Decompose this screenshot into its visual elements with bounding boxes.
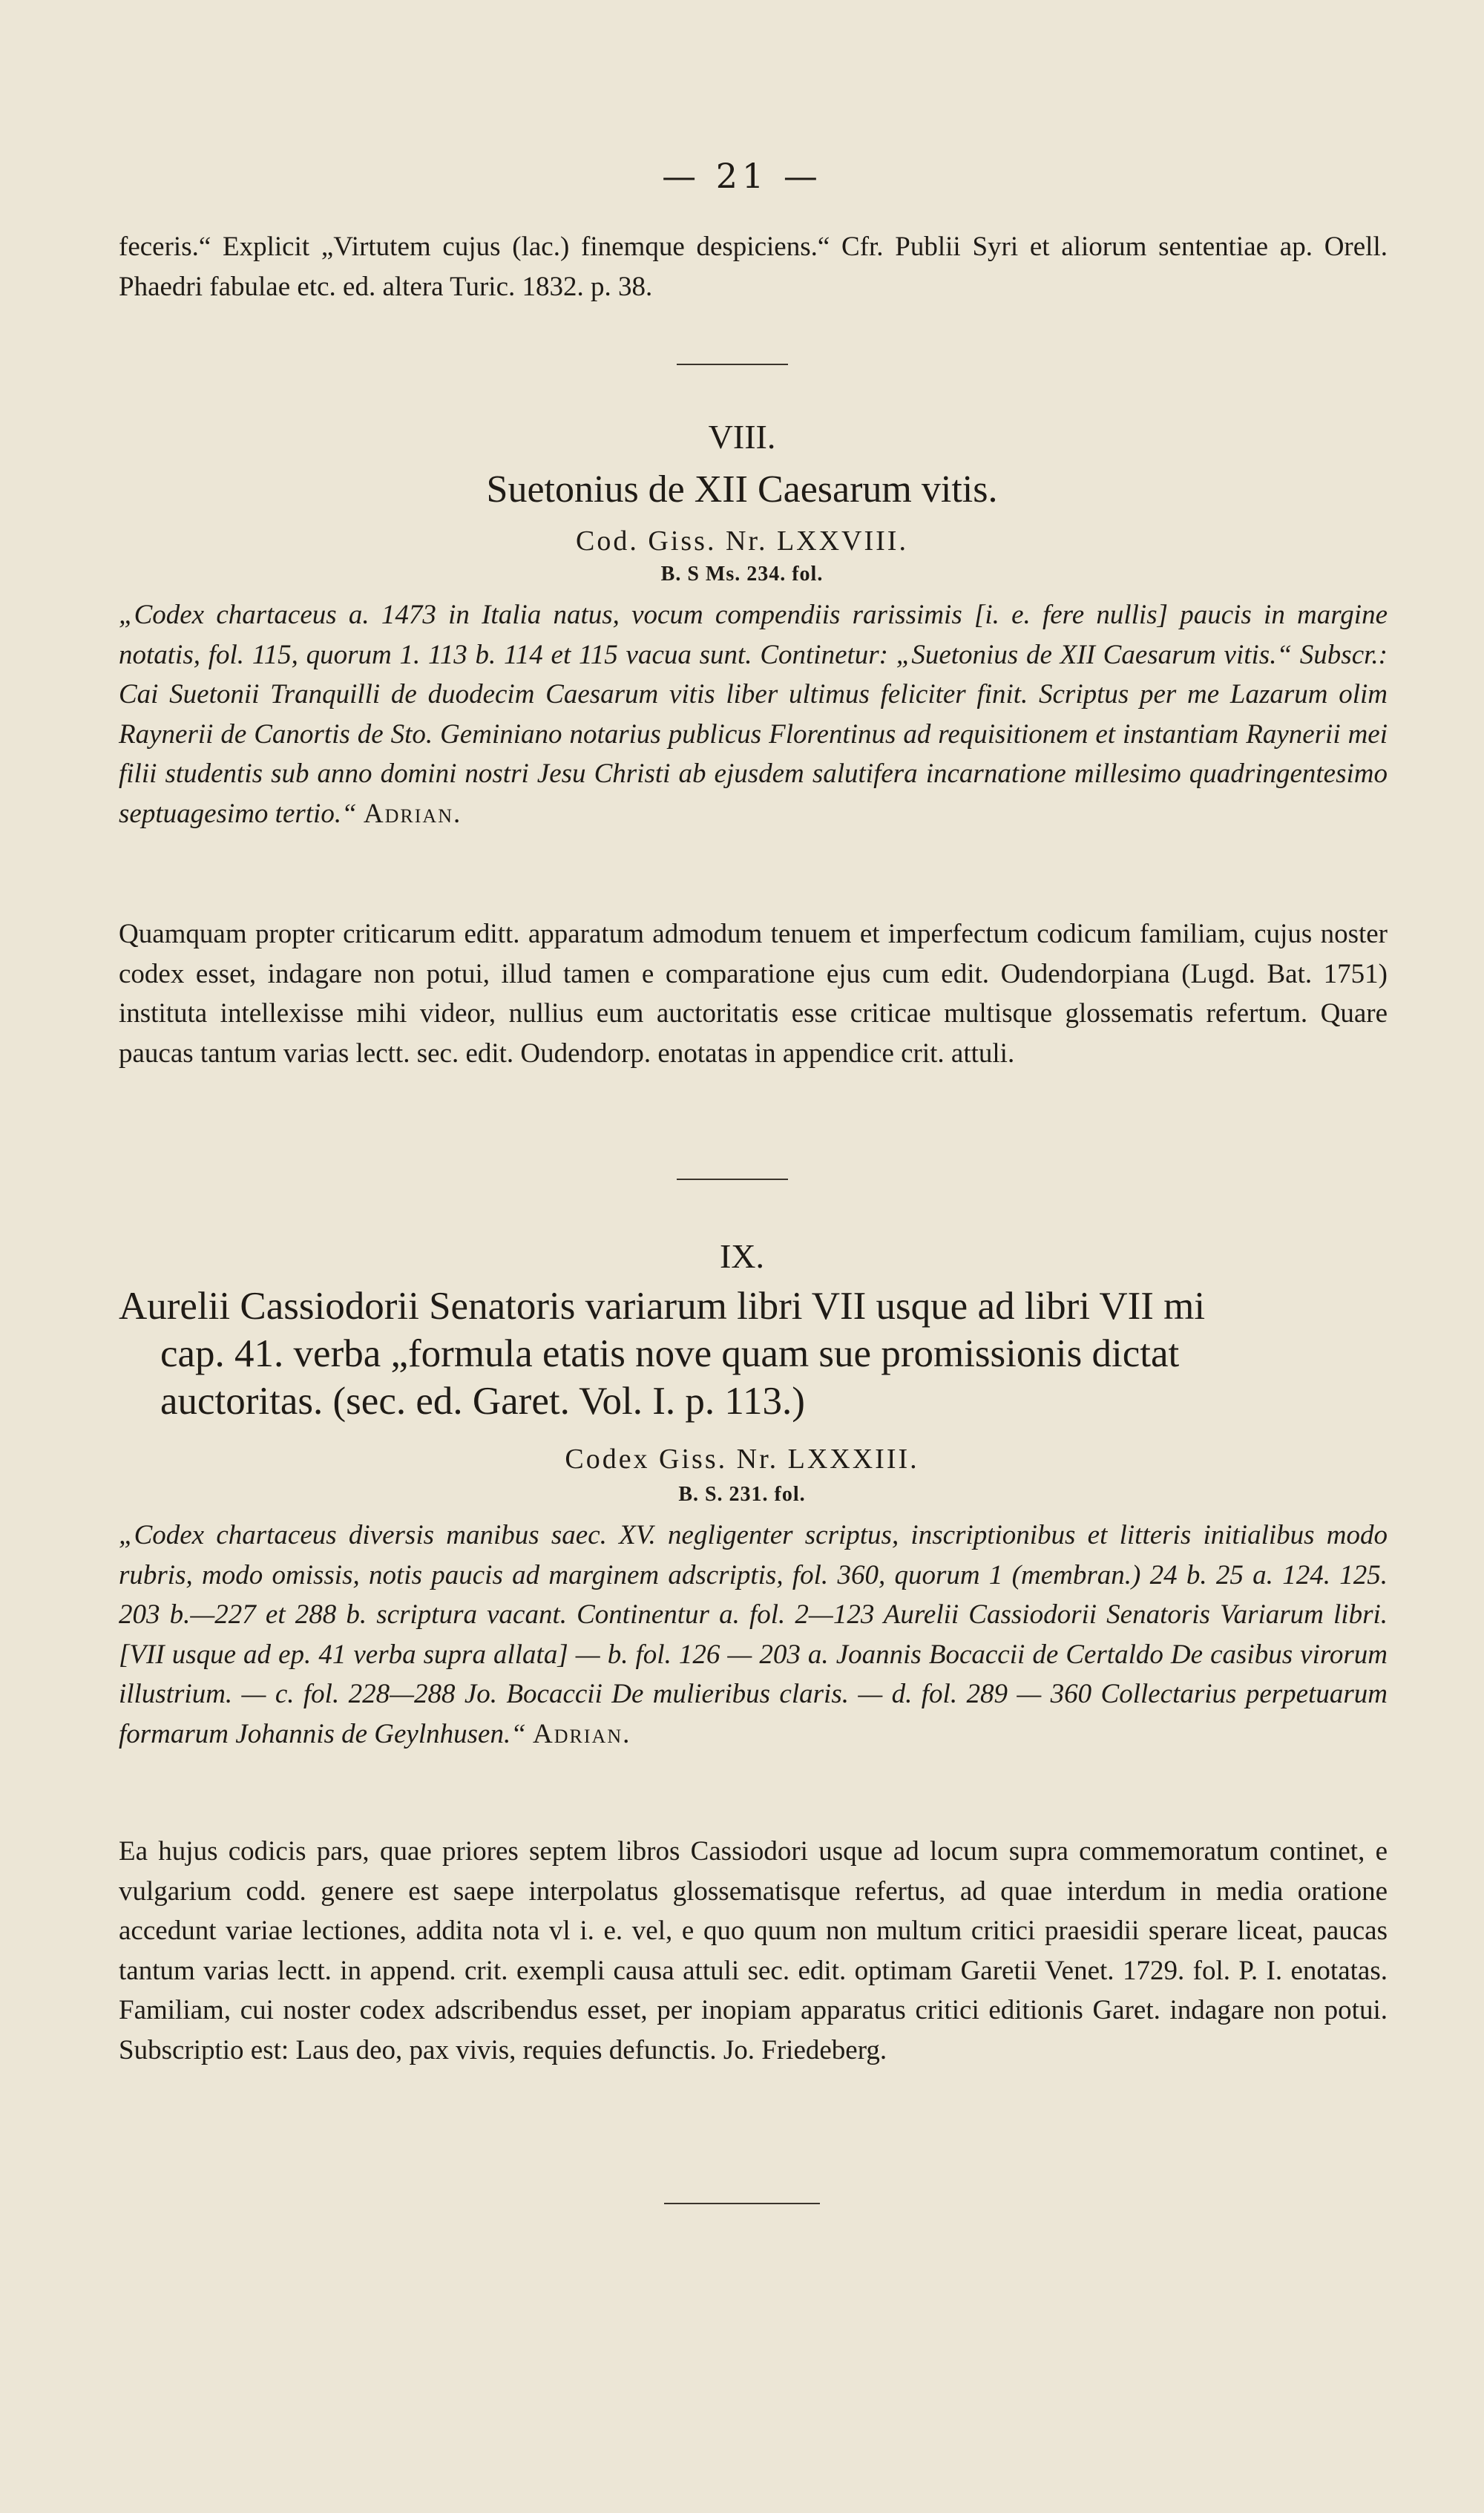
section-ix-signature: Adrian. <box>533 1718 631 1749</box>
section-viii-shelfmark: B. S Ms. 234. fol. <box>660 563 824 586</box>
section-ix-title-line3: auctoritas. (sec. ed. Garet. Vol. I. p. 113.) <box>160 1380 805 1423</box>
section-ix-title-line1: Aurelii Cassiodorii Senatoris variarum libri VII usque ad libri VII mi <box>119 1285 1206 1328</box>
section-divider <box>664 2203 820 2204</box>
section-viii-numeral: VIII. <box>708 418 776 456</box>
section-ix-description <box>119 1516 1388 1754</box>
section-viii-signature: Adrian. <box>363 798 462 829</box>
section-ix-title-line2: cap. 41. verba „formula etatis nove quam sue promissionis dictat <box>160 1332 1180 1375</box>
section-divider <box>677 364 788 365</box>
top-paragraph: feceris.“ Explicit „Virtutem cujus (lac.) finemque despiciens.“ Cfr. Publii Syri et aliorum sententiae ap. Orell. Phaedri fabulae etc. ed. altera Turic. 1832. p. 38. <box>119 232 1388 302</box>
section-ix-shelfmark: B. S. 231. fol. <box>678 1483 806 1506</box>
section-viii-body: Quamquam propter criticarum editt. apparatum admodum tenuem et imperfectum codicum familiam, cujus noster codex esset, indagare non potui, illud tamen e comparatione ejus cum edit. Oudendorpiana (Lugd. Bat. 1751) instituta intellexisse mihi videor, nullius eum auctoritatis esse criticae multisque glossematis refertum. Quare paucas tantum varias lectt. sec. edit. Oudendorp. enotatas in appendice crit. attuli. <box>119 919 1388 1069</box>
section-viii-description-text: „Codex chartaceus a. 1473 in Italia natus, vocum compendiis rarissimis [i. e. fere nullis] paucis in margine notatis, fol. 115, quorum 1. 113 b. 114 et 115 vacua sunt. Continetur: „Suetonius de XII Caesarum vitis.“ Subscr.: Cai Suetonii Tranquilli de duodecim Caesarum vitis liber ultimus feliciter finit. Scriptus per me Lazarum olim Raynerii de Canortis de Sto. Geminiano notarius publicus Florentinus ad requisitionem et instantiam Raynerii mei filii studentis sub anno domini nostri Jesu Christi ab ejusdem salutifera incarnatione millesimo quadringentesimo septuagesimo tertio.“ <box>119 600 1388 829</box>
section-viii-description <box>119 595 1388 833</box>
page-number: — 21 — <box>662 156 822 196</box>
section-ix-numeral: IX. <box>719 1237 765 1275</box>
section-divider <box>677 1179 788 1180</box>
section-ix-title <box>119 1282 1395 1425</box>
section-ix-body: Ea hujus codicis pars, quae priores septem libros Cassiodori usque ad locum supra commemoratum continet, e vulgarium codd. genere est saepe interpolatus glossematisque refertus, ad quae interdum in media oratione accedunt variae lectiones, addita nota vl i. e. vel, e quo quum non multum critici praesidii sperare liceat, paucas tantum varias lectt. in append. crit. exempli causa attuli sec. edit. optimam Garetii Venet. 1729. fol. P. I. enotatas. Familiam, cui noster codex adscribendus esset, per inopiam apparatus critici editionis Garet. indagare non potui. Subscriptio est: Laus deo, pax vivis, requies defunctis. Jo. Friedeberg. <box>119 1836 1388 2065</box>
section-viii-title: Suetonius de XII Caesarum vitis. <box>486 468 998 511</box>
section-ix-codex: Codex Giss. Nr. LXXXIII. <box>565 1444 919 1475</box>
section-viii-codex: Cod. Giss. Nr. LXXVIII. <box>576 525 908 557</box>
section-ix-description-text: „Codex chartaceus diversis manibus saec. XV. negligenter scriptus, inscriptionibus et litteris initialibus modo rubris, modo omissis, notis paucis ad marginem adscriptis, fol. 360, quorum 1 (membran.) 24 b. 25 a. 124. 125. 203 b.—227 et 288 b. scriptura vacant. Continentur a. fol. 2—123 Aurelii Cassiodorii Senatoris Variarum libri. [VII usque ad ep. 41 verba supra allata] — b. fol. 126 — 203 a. Joannis Bocaccii de Certaldo De casibus virorum illustrium. — c. fol. 228—288 Jo. Bocaccii De mulieribus claris. — d. fol. 289 — 360 Collectarius perpetuarum formarum Johannis de Geylnhusen.“ <box>119 1520 1388 1749</box>
